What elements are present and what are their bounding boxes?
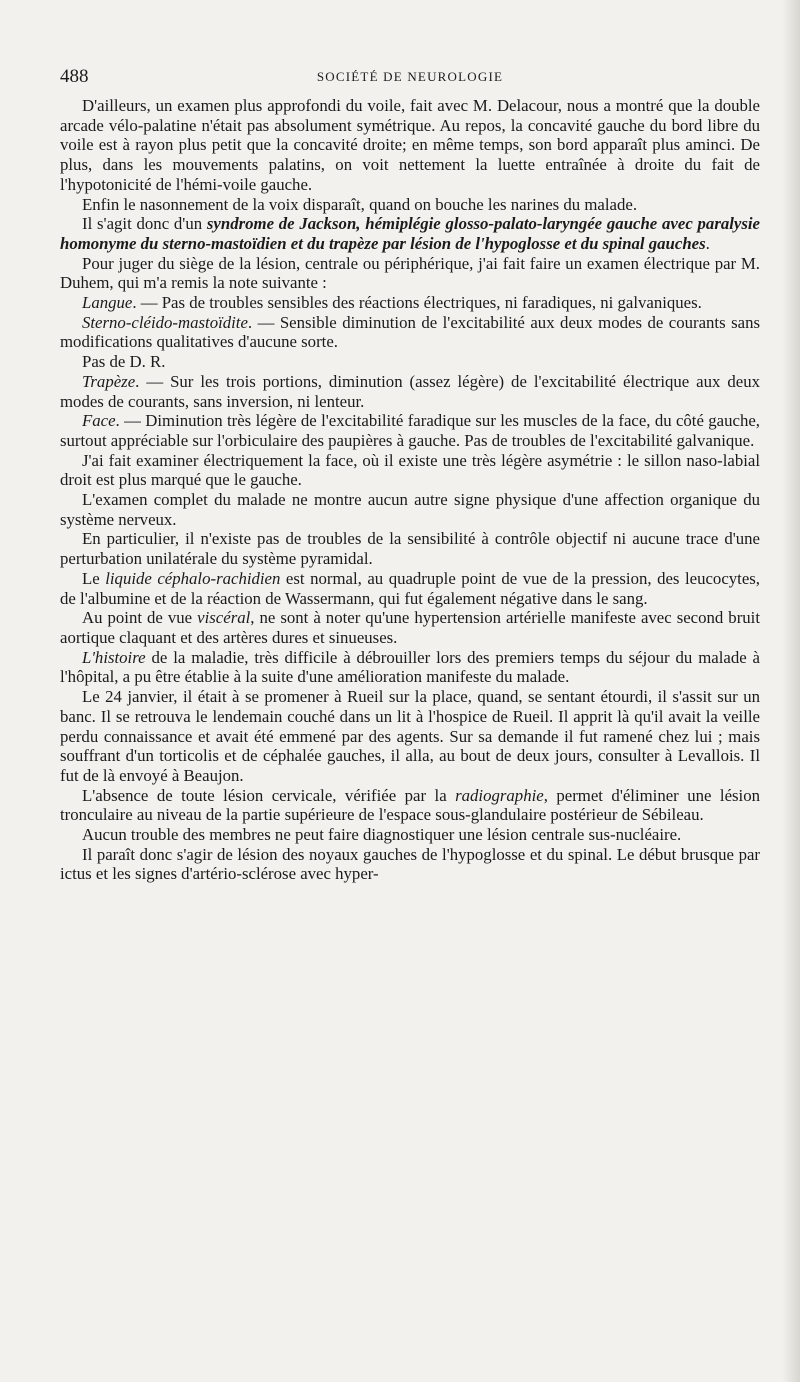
paragraph xyxy=(60,451,760,490)
text-run: . — Diminution très légère de l'excitabilité faradique sur les muscles de la face, du côté gauche, surtout appréciable sur l'orbiculaire des paupières à gauche. Pas de troubles de l'excitabilité galvanique. xyxy=(60,411,760,450)
page-edge-shadow xyxy=(782,0,800,1382)
text-run: L'absence de toute lésion cervicale, vérifiée par la xyxy=(82,785,456,805)
emphasis-text: Trapèze xyxy=(82,371,136,391)
body-text xyxy=(60,96,760,884)
paragraph xyxy=(60,786,760,825)
text-run: Aucun trouble des membres ne peut faire diagnostiquer une lésion centrale sus-nucléaire. xyxy=(82,825,682,845)
emphasis-text: radiographie xyxy=(455,785,544,805)
paragraph xyxy=(60,608,760,647)
text-run: Le xyxy=(82,568,106,588)
text-run: J'ai fait examiner électriquement la face, où il existe une très légère asymétrie : le sillon naso-labial droit est plus marqué que le gauche. xyxy=(60,450,760,490)
paragraph xyxy=(60,687,760,786)
text-run: de la maladie, très difficile à débrouiller lors des premiers temps du séjour du malade à l'hôpital, a pu être établie à la suite d'une amélioration manifeste du malade. xyxy=(60,647,760,687)
paragraph xyxy=(60,825,760,845)
paragraph xyxy=(60,372,760,411)
text-run: D'ailleurs, un examen plus approfondi du voile, fait avec M. Delacour, nous a montré que la double arcade vélo-palatine n'était pas absolument symétrique. Au repos, la concavité gauche du bord libre du voile est à rayon plus petit que la concavité droite; en même temps, son bord apparaît plus aminci. De plus, dans les mouvements palatins, on voit nettement la luette entraînée à droite du fait de l'hypotonicité de l'hémi-voile gauche. xyxy=(60,96,760,194)
paragraph xyxy=(60,254,760,293)
emphasis-text: Langue xyxy=(82,293,133,313)
emphasis-text: syndrome de Jackson, hémiplégie glosso-palato-laryngée gauche avec paralysie homonyme du sterno-mastoïdien et du trapèze par lésion de l'hypoglosse et du spinal gauches xyxy=(60,214,760,253)
paragraph xyxy=(60,214,760,253)
paragraph xyxy=(60,195,760,215)
paragraph xyxy=(60,293,760,313)
paragraph xyxy=(60,845,760,884)
paragraph xyxy=(60,490,760,529)
text-run: Pour juger du siège de la lésion, centrale ou périphérique, j'ai fait faire un examen électrique par M. Duhem, qui m'a remis la note suivante : xyxy=(60,253,760,293)
paragraph xyxy=(60,313,760,352)
text-run: Pas de D. R. xyxy=(82,352,166,372)
paragraph xyxy=(60,569,760,608)
emphasis-text: L'histoire xyxy=(82,647,146,667)
text-run: est normal, au quadruple point de vue de la pression, des leucocytes, de l'albumine et de la réaction de Wassermann, qui fut également négative dans le sang. xyxy=(60,568,760,608)
page-number: 488 xyxy=(60,66,89,87)
emphasis-text: Sterno-cléido-mastoïdite xyxy=(82,312,248,332)
text-run: , permet d'éliminer une lésion tronculaire au niveau de la partie supérieure de l'espace sous-glandulaire postérieur de Sébileau. xyxy=(60,785,761,825)
emphasis-text: viscéral xyxy=(197,608,251,628)
text-run: En particulier, il n'existe pas de troubles de la sensibilité à contrôle objectif ni aucune trace d'une perturbation unilatérale du système pyramidal. xyxy=(60,529,760,569)
page-header xyxy=(60,66,760,90)
running-title: SOCIÉTÉ DE NEUROLOGIE xyxy=(316,69,504,84)
paragraph xyxy=(60,529,760,568)
paragraph xyxy=(60,411,760,450)
text-run: , ne sont à noter qu'une hypertension artérielle manifeste avec second bruit aortique claquant et des artères dures et sinueuses. xyxy=(60,608,761,647)
paragraph xyxy=(60,96,760,195)
text-run: Il paraît donc s'agir de lésion des noyaux gauches de l'hypoglosse et du spinal. Le début brusque par ictus et les signes d'artério-sclérose avec hyper- xyxy=(60,844,760,884)
paragraph xyxy=(60,648,760,687)
text-run: L'examen complet du malade ne montre aucun autre signe physique d'une affection organique du système nerveux. xyxy=(60,490,760,529)
paragraph xyxy=(60,352,760,372)
text-run: Le 24 janvier, il était à se promener à Rueil sur la place, quand, se sentant étourdi, il s'assit sur un banc. Il se retrouva le lendemain couché dans un lit à l'hospice de Rueil. Il apprit là qu'il avait la veille perdu connaissance et avait été emmené par des agents. Sur sa demande il fut ramené chez lui ; mais souffrant d'un torticolis et de céphalée gauches, il alla, au bout de deux jours, consulter à Levallois. Il fut de là envoyé à Beaujon. xyxy=(60,687,760,785)
text-run: Il s'agit donc d'un xyxy=(82,214,207,234)
emphasis-text: Face xyxy=(82,411,116,431)
text-run: . xyxy=(705,233,710,253)
text-run: . — Pas de troubles sensibles des réactions électriques, ni faradiques, ni galvaniques. xyxy=(132,293,702,313)
text-run: . — Sur les trois portions, diminution (assez légère) de l'excitabilité électrique aux deux modes de courants, sans inversion, ni lenteur. xyxy=(60,371,760,411)
emphasis-text: liquide céphalo-rachidien xyxy=(105,568,281,588)
text-run: Enfin le nasonnement de la voix disparaît, quand on bouche les narines du malade. xyxy=(82,194,638,214)
text-run: . — Sensible diminution de l'excitabilité aux deux modes de courants sans modifications qualitatives d'aucune sorte. xyxy=(60,312,760,352)
text-run: Au point de vue xyxy=(82,608,198,628)
